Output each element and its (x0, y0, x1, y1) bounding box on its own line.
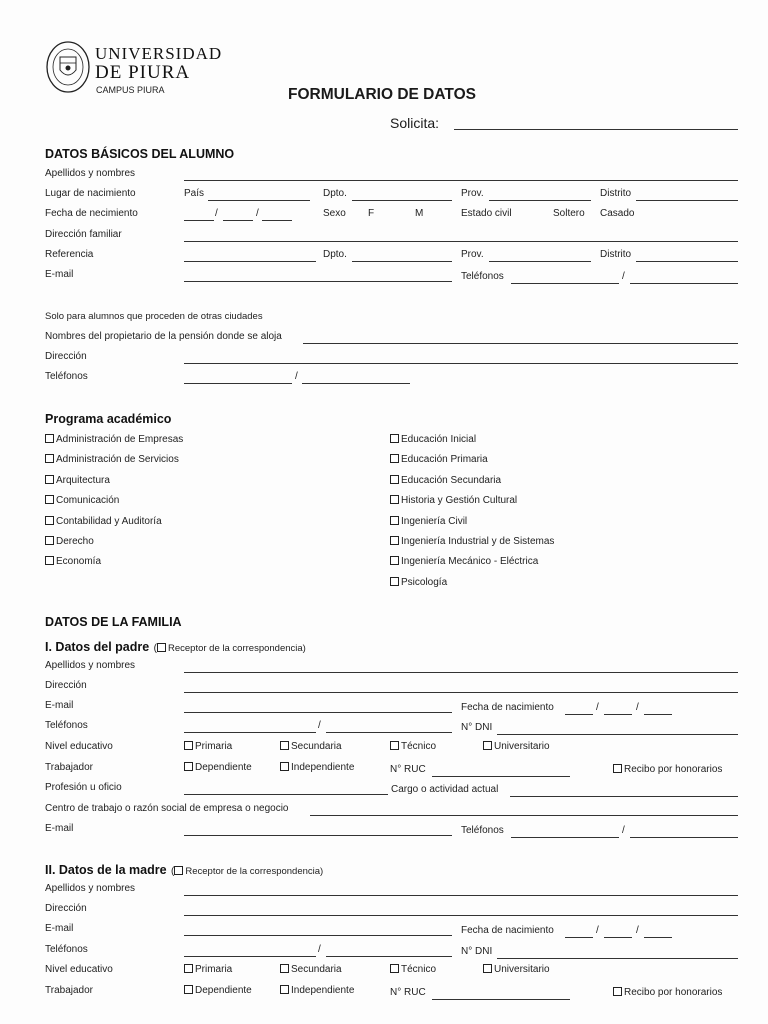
padre-cargo-field[interactable] (510, 796, 738, 797)
date-separator: / (596, 702, 599, 713)
checkbox[interactable] (390, 434, 399, 443)
madre-dni-label: N° DNI (461, 946, 493, 957)
section-title-familia: DATOS DE LA FAMILIA (45, 615, 182, 629)
checkbox[interactable] (483, 964, 492, 973)
pension-direccion-label: Dirección (45, 351, 87, 362)
programa-option-label: Comunicación (56, 495, 120, 507)
checkbox[interactable] (390, 964, 399, 973)
pension-direccion-field[interactable] (184, 363, 738, 364)
checkbox[interactable] (390, 516, 399, 525)
option-label: Dependiente (195, 762, 252, 773)
alumno-ref-prov-field[interactable] (489, 261, 591, 262)
programa-option-label: Ingeniería Civil (401, 515, 468, 527)
checkbox[interactable] (390, 536, 399, 545)
checkbox[interactable] (613, 764, 622, 773)
madre-direccion-field[interactable] (184, 915, 738, 916)
checkbox[interactable] (45, 434, 54, 443)
padre-receptor-label: Receptor de la correspondencia) (168, 643, 306, 654)
checkbox[interactable] (45, 516, 54, 525)
madre-ruc-field[interactable] (432, 999, 570, 1000)
option-label: Técnico (401, 964, 437, 975)
programa-option-label: Ingeniería Industrial y de Sistemas (401, 536, 555, 547)
university-name-line2: DE PIURA (95, 62, 191, 83)
propietario-field[interactable] (303, 343, 738, 344)
padre-recibo-option[interactable] (613, 764, 722, 775)
padre-email-label: E-mail (45, 700, 74, 711)
campus-label: CAMPUS PIURA (96, 85, 165, 95)
programa-right-option[interactable] (390, 454, 488, 465)
alumno-casado-option[interactable]: Casado (600, 208, 635, 219)
form-title: FORMULARIO DE DATOS (288, 86, 477, 103)
padre-trabajo-email-label: E-mail (45, 823, 74, 834)
alumno-direccion-label: Dirección familiar (45, 229, 122, 240)
checkbox[interactable] (280, 741, 289, 750)
madre-email-field[interactable] (184, 935, 452, 936)
alumno-apellidos-field[interactable] (184, 180, 738, 181)
alumno-sexo-m-option[interactable]: M (415, 208, 424, 219)
pension-telefonos-label: Teléfonos (45, 371, 88, 382)
alumno-ref-dpto-field[interactable] (352, 261, 452, 262)
madre-fecha-dia-field[interactable] (565, 937, 593, 938)
padre-trabajo-email-field[interactable] (184, 835, 452, 836)
option-label: Dependiente (195, 985, 252, 996)
date-separator: / (256, 208, 259, 219)
padre-trabajador-label: Trabajador (45, 762, 93, 773)
option-label: Primaria (195, 964, 233, 975)
madre-direccion-label: Dirección (45, 903, 87, 914)
madre-primaria-option[interactable] (184, 964, 232, 975)
checkbox[interactable] (45, 536, 54, 545)
option-label: Recibo por honorarios (624, 764, 723, 775)
programa-option-label: Educación Secundaria (401, 474, 502, 486)
solicita-label: Solicita: (390, 115, 440, 131)
padre-dependiente-option[interactable] (184, 762, 252, 773)
checkbox[interactable] (390, 577, 399, 586)
madre-telefono2-field[interactable] (326, 956, 452, 957)
solicita-field[interactable] (454, 129, 738, 130)
madre-dependiente-option[interactable] (184, 985, 252, 996)
alumno-ref-distrito-label: Distrito (600, 249, 632, 260)
checkbox[interactable] (280, 985, 289, 994)
university-name-line1: UNIVERSIDAD (95, 44, 223, 63)
padre-email-field[interactable] (184, 712, 452, 713)
option-label: Recibo por honorarios (624, 987, 723, 998)
option-label: Universitario (494, 741, 550, 752)
madre-fecha-nac-label: Fecha de nacimiento (461, 925, 554, 936)
madre-apellidos-label: Apellidos y nombres (45, 883, 136, 894)
alumno-email-field[interactable] (184, 281, 452, 282)
checkbox[interactable] (390, 454, 399, 463)
alumno-telefonos-label: Teléfonos (461, 271, 504, 282)
padre-profesion-field[interactable] (184, 794, 388, 795)
checkbox[interactable] (45, 454, 54, 463)
date-separator: / (596, 925, 599, 936)
madre-recibo-option[interactable] (613, 987, 722, 998)
alumno-telefono1-field[interactable] (511, 283, 619, 284)
padre-dni-field[interactable] (497, 734, 738, 735)
madre-trabajador-label: Trabajador (45, 985, 93, 996)
programa-option-label: Economía (56, 556, 102, 568)
padre-apellidos-label: Apellidos y nombres (45, 660, 136, 671)
date-separator: / (636, 925, 639, 936)
date-separator: / (215, 208, 218, 219)
date-separator: / (636, 702, 639, 713)
phone-separator: / (318, 720, 321, 731)
phone-separator: / (318, 944, 321, 955)
alumno-estado-civil-label: Estado civil (461, 208, 512, 219)
padre-ruc-field[interactable] (432, 776, 570, 777)
option-label: Independiente (291, 985, 355, 996)
madre-universitario-option[interactable] (483, 964, 550, 975)
madre-telefonos-label: Teléfonos (45, 944, 88, 955)
padre-trabajo-telefonos-label: Teléfonos (461, 825, 504, 836)
programa-right-option[interactable] (390, 516, 467, 527)
padre-fecha-nac-label: Fecha de nacimiento (461, 702, 554, 713)
padre-profesion-label: Profesión u oficio (45, 782, 122, 793)
padre-telefonos-label: Teléfonos (45, 720, 88, 731)
padre-centro-label: Centro de trabajo o razón social de empresa o negocio (45, 803, 289, 814)
checkbox[interactable] (184, 964, 193, 973)
alumno-fecha-anio-field[interactable] (262, 220, 292, 221)
phone-separator: / (622, 271, 625, 282)
madre-receptor-checkbox[interactable] (174, 866, 183, 875)
section-title-alumno: DATOS BÁSICOS DEL ALUMNO (45, 147, 235, 161)
checkbox[interactable] (390, 556, 399, 565)
paren-open: ( (171, 866, 175, 877)
madre-title: II. Datos de la madre (45, 863, 167, 877)
programa-right-option[interactable] (390, 475, 501, 486)
alumno-ref-prov-label: Prov. (461, 249, 484, 260)
programa-left-option[interactable] (45, 454, 179, 465)
madre-independiente-option[interactable] (280, 985, 354, 996)
option-label: Técnico (401, 741, 437, 752)
padre-independiente-option[interactable] (280, 762, 354, 773)
alumno-ref-dpto-label: Dpto. (323, 249, 347, 260)
madre-secundaria-option[interactable] (280, 964, 342, 975)
padre-dni-label: N° DNI (461, 722, 493, 733)
programa-right-option[interactable] (390, 577, 447, 588)
padre-direccion-field[interactable] (184, 692, 738, 693)
checkbox[interactable] (184, 985, 193, 994)
programa-right-option[interactable] (390, 434, 476, 445)
madre-receptor-label: Receptor de la correspondencia) (185, 866, 324, 877)
padre-nivel-label: Nivel educativo (45, 741, 113, 752)
padre-trabajo-telefono1-field[interactable] (511, 837, 619, 838)
madre-tecnico-option[interactable] (390, 964, 436, 975)
programa-option-label: Educación Primaria (401, 454, 488, 466)
paren-open: ( (153, 643, 157, 654)
section-title-programa: Programa académico (45, 412, 172, 426)
padre-centro-field[interactable] (310, 815, 738, 816)
programa-option-label: Educación Inicial (401, 434, 477, 445)
padre-title: I. Datos del padre (45, 640, 150, 654)
programa-right-option[interactable] (390, 536, 554, 547)
propietario-label: Nombres del propietario de la pensión donde se aloja (45, 331, 282, 342)
padre-cargo-label: Cargo o actividad actual (391, 784, 499, 795)
checkbox[interactable] (45, 556, 54, 565)
programa-option-label: Ingeniería Mecánico - Eléctrica (401, 556, 539, 568)
programa-left-option[interactable] (45, 495, 119, 506)
madre-email-label: E-mail (45, 923, 74, 934)
phone-separator: / (622, 825, 625, 836)
checkbox[interactable] (390, 495, 399, 504)
pension-telefono1-field[interactable] (184, 383, 292, 384)
alumno-lugar-label: Lugar de nacimiento (45, 188, 136, 199)
option-label: Universitario (494, 964, 550, 975)
option-label: Secundaria (291, 964, 342, 975)
madre-apellidos-field[interactable] (184, 895, 738, 896)
programa-right-option[interactable] (390, 495, 517, 506)
alumno-referencia-field[interactable] (184, 261, 316, 262)
alumno-prov-field[interactable] (489, 200, 591, 201)
otras-ciudades-intro: Solo para alumnos que proceden de otras ciudades (45, 311, 263, 322)
programa-left-option[interactable] (45, 475, 110, 486)
padre-tecnico-option[interactable] (390, 741, 436, 752)
alumno-ref-distrito-field[interactable] (636, 261, 738, 262)
checkbox[interactable] (184, 741, 193, 750)
checkbox[interactable] (483, 741, 492, 750)
padre-telefono2-field[interactable] (326, 732, 452, 733)
checkbox[interactable] (390, 741, 399, 750)
padre-secundaria-option[interactable] (280, 741, 342, 752)
madre-dni-field[interactable] (497, 958, 738, 959)
alumno-prov-label: Prov. (461, 188, 484, 199)
madre-telefono1-field[interactable] (184, 956, 316, 957)
programa-option-label: Derecho (56, 536, 94, 547)
checkbox[interactable] (390, 475, 399, 484)
option-label: Independiente (291, 762, 355, 773)
alumno-apellidos-label: Apellidos y nombres (45, 168, 136, 179)
programa-option-label: Contabilidad y Auditoría (56, 515, 162, 527)
option-label: Primaria (195, 741, 233, 752)
alumno-telefono2-field[interactable] (630, 283, 738, 284)
padre-direccion-label: Dirección (45, 680, 87, 691)
alumno-sexo-label: Sexo (323, 208, 346, 219)
madre-ruc-label: N° RUC (390, 987, 426, 998)
padre-fecha-dia-field[interactable] (565, 714, 593, 715)
madre-fecha-mes-field[interactable] (604, 937, 632, 938)
padre-fecha-mes-field[interactable] (604, 714, 632, 715)
padre-title-row (45, 638, 306, 656)
padre-fecha-anio-field[interactable] (644, 714, 672, 715)
programa-option-label: Historia y Gestión Cultural (401, 495, 518, 507)
alumno-soltero-option[interactable]: Soltero (553, 208, 585, 219)
padre-telefono1-field[interactable] (184, 732, 316, 733)
checkbox[interactable] (613, 987, 622, 996)
programa-left-option[interactable] (45, 536, 94, 547)
checkbox[interactable] (184, 762, 193, 771)
checkbox[interactable] (45, 495, 54, 504)
madre-nivel-label: Nivel educativo (45, 964, 113, 975)
padre-universitario-option[interactable] (483, 741, 550, 752)
alumno-fecha-mes-field[interactable] (223, 220, 253, 221)
option-label: Secundaria (291, 741, 342, 752)
checkbox[interactable] (280, 762, 289, 771)
alumno-sexo-f-option[interactable]: F (368, 208, 375, 219)
alumno-fecha-dia-field[interactable] (184, 220, 214, 221)
programa-option-label: Administración de Empresas (56, 434, 184, 445)
university-seal-logo (45, 40, 91, 94)
programa-option-label: Psicología (401, 576, 448, 588)
padre-primaria-option[interactable] (184, 741, 232, 752)
alumno-pais-field[interactable] (208, 200, 310, 201)
padre-ruc-label: N° RUC (390, 764, 426, 775)
alumno-fecha-label: Fecha de necimiento (45, 208, 138, 219)
programa-left-option[interactable] (45, 434, 183, 445)
programa-option-label: Arquitectura (56, 474, 110, 486)
madre-fecha-anio-field[interactable] (644, 937, 672, 938)
programa-right-option[interactable] (390, 556, 538, 567)
checkbox[interactable] (45, 475, 54, 484)
checkbox[interactable] (280, 964, 289, 973)
programa-left-option[interactable] (45, 516, 162, 527)
alumno-pais-label: País (184, 188, 205, 199)
alumno-dpto-field[interactable] (352, 200, 452, 201)
pension-telefono2-field[interactable] (302, 383, 410, 384)
alumno-direccion-field[interactable] (184, 241, 738, 242)
phone-separator: / (295, 371, 298, 382)
alumno-referencia-label: Referencia (45, 249, 94, 260)
programa-left-option[interactable] (45, 556, 101, 567)
padre-receptor-checkbox[interactable] (157, 643, 166, 652)
alumno-distrito-field[interactable] (636, 200, 738, 201)
padre-apellidos-field[interactable] (184, 672, 738, 673)
padre-trabajo-telefono2-field[interactable] (630, 837, 738, 838)
alumno-distrito-label: Distrito (600, 188, 632, 199)
programa-option-label: Administración de Servicios (56, 454, 179, 466)
alumno-email-label: E-mail (45, 269, 74, 280)
madre-title-row (45, 861, 323, 879)
alumno-dpto-label: Dpto. (323, 188, 347, 199)
